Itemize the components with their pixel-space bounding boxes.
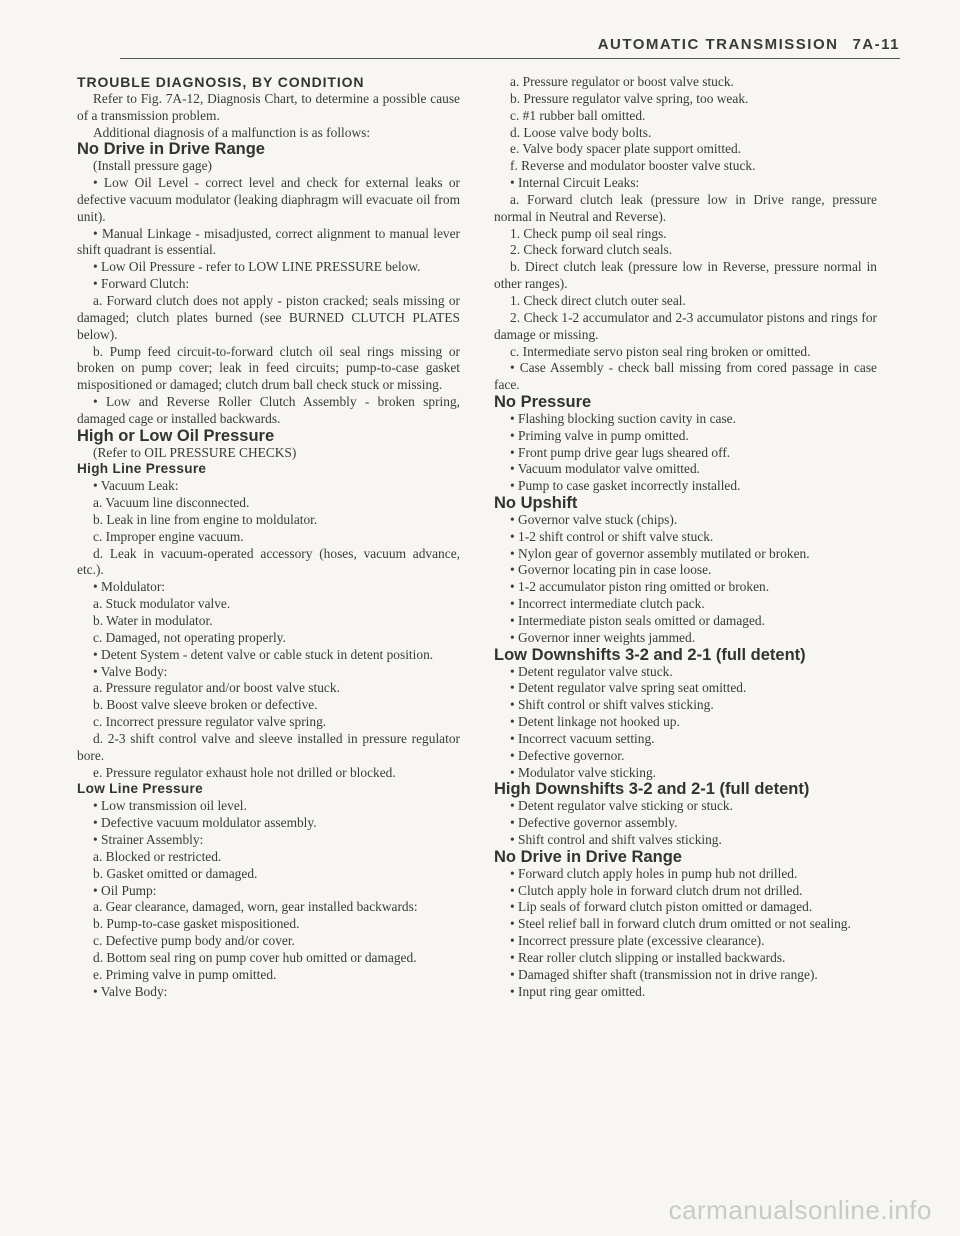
paragraph: 1. Check direct clutch outer seal.: [510, 292, 686, 308]
paragraph: • Valve Body:: [93, 663, 168, 679]
paragraph: • Detent linkage not hooked up.: [510, 714, 680, 730]
paragraph: b. Gasket omitted or damaged.: [93, 865, 258, 881]
paragraph: • Low Oil Level - correct level and check for external leaks or defective vacuum modulator (leaking diaphragm will evacuate oil from unit).: [77, 175, 460, 224]
paragraph: d. Leak in vacuum-operated accessory (hoses, vacuum advance, etc.).: [77, 545, 460, 578]
paragraph: • Rear roller clutch slipping or installed backwards.: [510, 949, 786, 965]
paragraph: • Low Oil Pressure - refer to LOW LINE PRESSURE below.: [93, 259, 421, 275]
paragraph: • Detent System - detent valve or cable stuck in detent position.: [93, 646, 434, 662]
paragraph: • Detent regulator valve sticking or stuck.: [510, 798, 733, 814]
paragraph: • Steel relief ball in forward clutch drum omitted or not sealing.: [510, 916, 851, 932]
paragraph: • Manual Linkage - misadjusted, correct alignment to manual lever shift quadrant is essential.: [77, 225, 460, 258]
paragraph: b. Water in modulator.: [93, 613, 213, 628]
paragraph: • Case Assembly - check ball missing from cored passage in case face.: [494, 360, 877, 393]
paragraph: • Shift control and shift valves sticking.: [510, 831, 722, 847]
header-rule: [120, 58, 900, 59]
paragraph: a. Gear clearance, damaged, worn, gear installed backwards:: [93, 899, 418, 915]
paragraph: • Defective governor assembly.: [510, 815, 678, 831]
paragraph: a. Blocked or restricted.: [93, 848, 222, 864]
paragraph: b. Direct clutch leak (pressure low in Reverse, pressure normal in other ranges).: [494, 259, 877, 292]
paragraph: • Priming valve in pump omitted.: [510, 427, 689, 443]
paragraph: b. Pump feed circuit-to-forward clutch oil seal rings missing or broken on pump cover; leak in feed circuits; pump-to-case gasket mispositioned or damaged; clutch drum ball check stuck or missing.: [77, 343, 460, 393]
right-column: [494, 74, 877, 1000]
paragraph: f. Reverse and modulator booster valve stuck.: [510, 158, 756, 174]
paragraph: a. Pressure regulator and/or boost valve stuck.: [93, 680, 340, 696]
paragraph: • Governor locating pin in case loose.: [510, 562, 712, 578]
condition-heading: High or Low Oil Pressure: [77, 426, 275, 445]
paragraph: • Intermediate piston seals omitted or damaged.: [510, 613, 765, 628]
paragraph: • Detent regulator valve spring seat omitted.: [510, 680, 747, 696]
paragraph: 2. Check 1-2 accumulator and 2-3 accumulator pistons and rings for damage or missing.: [494, 309, 877, 342]
paragraph: • Front pump drive gear lugs sheared off.: [510, 444, 731, 460]
condition-heading: No Pressure: [494, 393, 592, 412]
paragraph: • Moldulator:: [93, 579, 166, 595]
paragraph: a. Stuck modulator valve.: [93, 596, 231, 612]
paragraph: • Vacuum modulator valve omitted.: [510, 461, 701, 477]
paragraph: Refer to Fig. 7A-12, Diagnosis Chart, to determine a possible cause of a transmission problem.: [77, 90, 460, 123]
paragraph: • Incorrect pressure plate (excessive clearance).: [510, 933, 765, 949]
paragraph: • Input ring gear omitted.: [510, 983, 646, 999]
paragraph: c. #1 rubber ball omitted.: [510, 107, 646, 123]
page-number: 7A-11: [852, 36, 900, 53]
paragraph: b. Pressure regulator valve spring, too weak.: [510, 90, 749, 106]
paragraph: • Incorrect vacuum setting.: [510, 730, 655, 746]
paragraph: e. Priming valve in pump omitted.: [93, 966, 277, 982]
paragraph: d. Bottom seal ring on pump cover hub omitted or damaged.: [93, 949, 417, 965]
paragraph: 1. Check pump oil seal rings.: [510, 225, 667, 241]
paragraph: Additional diagnosis of a malfunction is as follows:: [93, 124, 371, 140]
condition-heading: No Drive in Drive Range: [494, 847, 682, 866]
paragraph: • Detent regulator valve stuck.: [510, 663, 673, 679]
header-title: AUTOMATIC TRANSMISSION: [597, 36, 839, 53]
paragraph: c. Incorrect pressure regulator valve spring.: [93, 714, 327, 730]
condition-heading: Low Downshifts 3-2 and 2-1 (full detent): [494, 645, 806, 664]
paragraph: a. Forward clutch leak (pressure low in Drive range, pressure normal in Neutral and Reverse).: [494, 191, 877, 224]
paragraph: • Forward clutch apply holes in pump hub not drilled.: [510, 865, 798, 881]
paragraph: d. 2-3 shift control valve and sleeve installed in pressure regulator bore.: [77, 730, 460, 763]
paragraph: • Internal Circuit Leaks:: [510, 175, 640, 191]
paragraph: b. Boost valve sleeve broken or defective.: [93, 697, 318, 713]
paragraph: • Strainer Assembly:: [93, 831, 204, 847]
running-header: [598, 36, 900, 53]
paragraph: a. Forward clutch does not apply - piston cracked; seals missing or damaged; clutch plates burned (see BURNED CLUTCH PLATES below).: [77, 292, 460, 342]
paragraph: • Lip seals of forward clutch piston omitted or damaged.: [510, 899, 813, 915]
subsection-heading: High Line Pressure: [77, 461, 207, 477]
paragraph: • Shift control or shift valves sticking.: [510, 697, 714, 713]
paragraph: b. Leak in line from engine to moldulator.: [93, 511, 318, 527]
paragraph: a. Pressure regulator or boost valve stuck.: [510, 74, 734, 89]
condition-heading: High Downshifts 3-2 and 2-1 (full detent): [494, 780, 810, 799]
paragraph: • Nylon gear of governor assembly mutilated or broken.: [510, 545, 810, 561]
paragraph: • Clutch apply hole in forward clutch drum not drilled.: [510, 882, 803, 898]
paragraph: • Valve Body:: [93, 983, 168, 999]
paragraph: c. Defective pump body and/or cover.: [93, 933, 295, 949]
subsection-heading: Low Line Pressure: [77, 781, 203, 797]
paragraph: • Low transmission oil level.: [93, 798, 247, 814]
paragraph: • Flashing blocking suction cavity in case.: [510, 410, 736, 426]
paragraph: • Forward Clutch:: [93, 276, 190, 292]
paragraph: 2. Check forward clutch seals.: [510, 242, 673, 258]
paragraph: • 1-2 accumulator piston ring omitted or broken.: [510, 579, 770, 595]
paragraph: • Pump to case gasket incorrectly installed.: [510, 478, 741, 494]
paragraph: e. Pressure regulator exhaust hole not drilled or blocked.: [93, 764, 396, 780]
watermark: carmanualsonline.info: [668, 1195, 932, 1225]
paragraph: c. Intermediate servo piston seal ring broken or omitted.: [510, 343, 811, 359]
paragraph: • Low and Reverse Roller Clutch Assembly - broken spring, damaged cage or installed backwards.: [77, 394, 460, 426]
paragraph: • 1-2 shift control or shift valve stuck.: [510, 528, 714, 544]
paragraph: d. Loose valve body bolts.: [510, 124, 652, 140]
paragraph: b. Pump-to-case gasket mispositioned.: [93, 916, 300, 932]
paragraph: • Modulator valve sticking.: [510, 764, 657, 780]
paragraph: c. Improper engine vacuum.: [93, 528, 244, 544]
paragraph: • Vacuum Leak:: [93, 478, 179, 494]
paragraph: • Damaged shifter shaft (transmission not in drive range).: [510, 966, 818, 982]
paragraph: • Defective governor.: [510, 747, 625, 763]
left-column: [77, 74, 460, 1000]
paragraph: • Incorrect intermediate clutch pack.: [510, 596, 705, 612]
condition-heading: No Drive in Drive Range: [77, 140, 265, 159]
paragraph: • Governor valve stuck (chips).: [510, 511, 678, 527]
paragraph: c. Damaged, not operating properly.: [93, 629, 286, 645]
paragraph: e. Valve body spacer plate support omitted.: [510, 141, 742, 157]
section-heading: TROUBLE DIAGNOSIS, BY CONDITION: [77, 74, 365, 90]
condition-heading: No Upshift: [494, 494, 578, 513]
paragraph: • Defective vacuum moldulator assembly.: [93, 815, 317, 831]
paragraph: • Governor inner weights jammed.: [510, 629, 696, 645]
paragraph: (Install pressure gage): [93, 158, 212, 174]
paragraph: (Refer to OIL PRESSURE CHECKS): [93, 444, 297, 460]
paragraph: a. Vacuum line disconnected.: [93, 495, 250, 511]
paragraph: • Oil Pump:: [93, 882, 157, 898]
